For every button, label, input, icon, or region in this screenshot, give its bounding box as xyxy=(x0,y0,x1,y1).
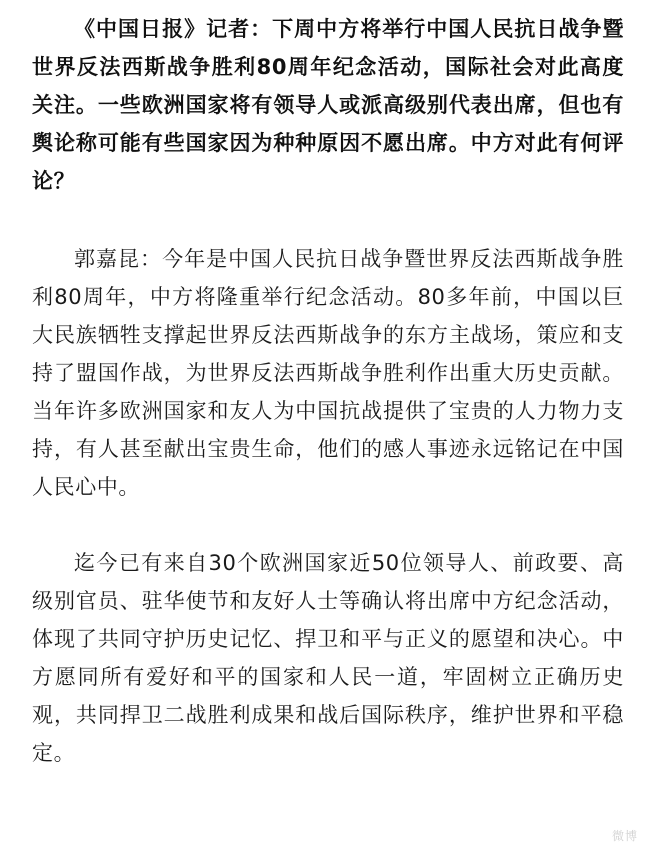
article-body xyxy=(32,10,624,772)
paragraph-spacer xyxy=(32,506,624,544)
spokesperson-answer-paragraph-2: 迄今已有来自30个欧洲国家近50位领导人、前政要、高级别官员、驻华使节和友好人士等确认将出席中方纪念活动，体现了共同守护历史记忆、捍卫和平与正义的愿望和决心。中方愿同所有爱好和平的国家和人民一道，牢固树立正确历史观，共同捍卫二战胜利成果和战后国际秩序，维护世界和平稳定。 xyxy=(32,551,624,765)
watermark: 微博 xyxy=(611,829,638,843)
paragraph-spacer xyxy=(32,200,624,240)
reporter-question: 《中国日报》记者：下周中方将举行中国人民抗日战争暨世界反法西斯战争胜利80周年纪念活动，国际社会对此高度关注。一些欧洲国家将有领导人或派高级别代表出席，但也有舆论称可能有些国家因为种种原因不愿出席。中方对此有何评论？ xyxy=(32,17,624,193)
spokesperson-answer-paragraph-1: 郭嘉昆：今年是中国人民抗日战争暨世界反法西斯战争胜利80周年，中方将隆重举行纪念活动。80多年前，中国以巨大民族牺牲支撑起世界反法西斯战争的东方主战场，策应和支持了盟国作战，为世界反法西斯战争胜利作出重大历史贡献。当年许多欧洲国家和友人为中国抗战提供了宝贵的人力物力支持，有人甚至献出宝贵生命，他们的感人事迹永远铭记在中国人民心中。 xyxy=(32,247,624,499)
